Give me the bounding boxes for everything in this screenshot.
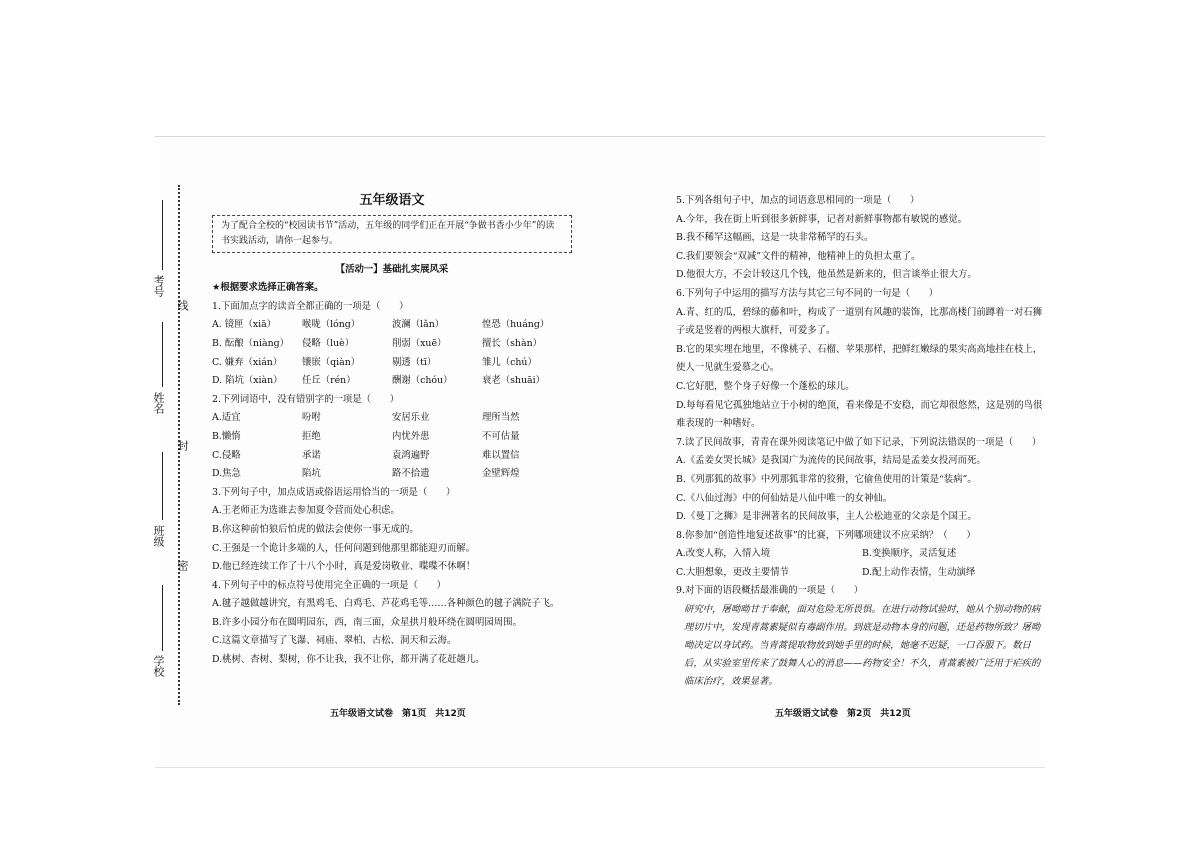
page-title: 五年级语文 — [359, 193, 425, 208]
intro-box: 为了配合全校的“校园读书节”活动，五年级的同学们正在开展“争做书香小少年”的读书实践活动，请你一起参与。 — [212, 215, 572, 253]
q9-passage: 研究中，屠呦呦甘于奉献，面对危险无所畏惧。在进行动物试验时，她从个别动物的病理切片中，发现青蒿素疑似有毒副作用。到底是动物本身的问题，还是药物所致？屠呦呦决定以身试药。当青蒿提取物放到她手里的时候，她毫不迟疑，一口吞服下。数日后，从实验室里传来了鼓舞人心的消息——药物安全！不久，青蒿素被广泛用于疟疾的临床治疗，效果显著。 — [684, 604, 1041, 688]
q2-cell: A.适宜 — [212, 412, 241, 424]
q5-option: A.今年，我在街上听到很多新鲜事，记者对新鲜事物都有敏锐的感觉。 — [676, 213, 968, 225]
question-1-stem: 1.下面加点字的读音全都正确的一项是（ ） — [212, 300, 409, 312]
binding-label-xuexiao: 学校 — [152, 655, 165, 677]
binding-mark-mi: 密 — [176, 560, 189, 571]
q1-cell: 侵略（luè） — [302, 337, 355, 349]
q4-option: D.桃树、杏树、梨树，你不让我，我不让你，都开满了花赶趟儿。 — [212, 654, 485, 666]
q1-cell: B. 酝酿（niàng） — [212, 337, 290, 349]
q2-cell: B.懒惰 — [212, 430, 241, 442]
q7-option: C.《八仙过海》中的何仙姑是八仙中唯一的女神仙。 — [676, 492, 893, 504]
q5-option: D.他很大方，不会计较这几个钱，他虽然是新来的，但言谈举止很大方。 — [676, 269, 977, 281]
q1-row — [212, 316, 572, 335]
page-1-footer: 五年级语文试卷 第1页 共12页 — [330, 709, 466, 719]
q8-cell: C.大胆想象，更改主要情节 — [676, 566, 789, 578]
question-8-stem: 8.你参加“创造性地复述故事”的比赛，下列哪项建议不应采纳？（ ） — [676, 529, 976, 541]
q2-cell: 路不拾遗 — [392, 468, 430, 480]
q3-option: C.王强是一个诡计多端的人，任何问题到他那里都能迎刃而解。 — [212, 542, 475, 554]
q1-cell: 酬谢（chóu） — [392, 375, 453, 387]
binding-label-kaohao: 考号 — [152, 275, 165, 297]
q3-option: A.王老师正为选谁去参加夏令营而处心积虑。 — [212, 505, 400, 517]
q8-cell: A.改变人称，入情入境 — [676, 548, 771, 560]
question-3-stem: 3.下列句子中，加点成语或俗语运用恰当的一项是（ ） — [212, 486, 456, 498]
q2-cell: 安居乐业 — [392, 412, 430, 424]
question-4-stem: 4.下列句子中的标点符号使用完全正确的一项是（ ） — [212, 579, 446, 591]
q7-option: A.《孟姜女哭长城》是我国广为流传的民间故事，结局是孟姜女投河而死。 — [676, 455, 986, 467]
q2-cell: D.焦急 — [212, 468, 241, 480]
banji-write-line — [162, 452, 163, 520]
q1-cell: 雏儿（chú） — [482, 356, 537, 368]
q2-cell: 袁鸿遍野 — [392, 449, 430, 461]
question-7-stem: 7.读了民间故事，青青在课外阅读笔记中做了如下记录，下列说法错误的一项是（ ） — [676, 436, 1042, 448]
question-2-stem: 2.下列词语中，没有错别字的一项是（ ） — [212, 393, 400, 405]
q2-cell: 不可估量 — [482, 430, 520, 442]
q3-option: D.他已经连续工作了十八个小时，真是爱岗敬业、喋喋不休啊！ — [212, 561, 476, 573]
q4-option: B.许多小园分布在圆明园东，西，南三面，众星拱月般环绕在圆明园周围。 — [212, 616, 522, 628]
binding-label-banji: 班级 — [152, 525, 165, 547]
q4-option: A.毽子越做越讲究，有黑鸡毛、白鸡毛、芦花鸡毛等……各种颜色的毽子满院子飞。 — [212, 598, 560, 610]
q8-cell: D.配上动作表情，生动演绎 — [862, 566, 976, 578]
kaohao-write-line — [162, 200, 163, 270]
page-1 — [212, 192, 572, 670]
q6-option: D.每每看见它孤独地站立于小树的绝顶，看来像是不安稳，而它却很悠然，这是别的鸟很难表现的一种嗜好。 — [676, 399, 1043, 430]
section-heading: 【活动一】基础扎实展风采 — [335, 263, 449, 275]
page-2 — [676, 192, 1048, 691]
q2-cell: 难以置信 — [482, 449, 520, 461]
binding-mark-feng: 封 — [176, 440, 189, 451]
q7-option: B.《列那狐的故事》中列那狐非常的狡猾，它偷鱼使用的计策是“装病”。 — [676, 473, 977, 485]
q6-option: A.青、红的瓜，碧绿的藤和叶，构成了一道别有风趣的装饰，比那高楼门前蹲着一对石狮子或是竖着的两根大旗杆，可爱多了。 — [676, 306, 1043, 337]
q4-option: C.这篇文章描写了飞瀑、祠庙、翠柏、古松、洞天和云海。 — [212, 635, 457, 647]
q2-cell: 吩咐 — [302, 412, 321, 424]
q2-cell: C.侵略 — [212, 449, 241, 461]
xuexiao-write-line — [162, 585, 163, 651]
q1-cell: 削弱（xuē） — [392, 337, 447, 349]
binding-label-xingming: 姓名 — [152, 392, 165, 414]
q8-row — [676, 545, 1048, 564]
q2-row — [212, 428, 572, 447]
question-5-stem: 5.下列各组句子中，加点的词语意思相同的一项是（ ） — [676, 195, 920, 206]
q1-cell: 衰老（shuāi） — [482, 375, 545, 387]
q1-cell: 喉咙（lóng） — [302, 319, 361, 331]
q6-option: C.它好肥，整个身子好像一个蓬松的球儿。 — [676, 380, 855, 392]
q1-cell: 波澜（lǎn） — [392, 319, 445, 331]
q1-row — [212, 354, 572, 373]
q6-option: B.它的果实埋在地里，不像桃子、石榴、苹果那样，把鲜红嫩绿的果实高高地挂在枝上，使人一见就生爱慕之心。 — [676, 343, 1043, 374]
q1-cell: 任丘（rén） — [302, 375, 356, 387]
q2-row — [212, 447, 572, 466]
xingming-write-line — [162, 322, 163, 387]
q1-cell: C. 嫌弃（xián） — [212, 356, 283, 368]
q2-row — [212, 409, 572, 428]
q2-cell: 内忧外患 — [392, 430, 430, 442]
instruction: ★根据要求选择正确答案。 — [212, 282, 324, 294]
q1-row — [212, 335, 572, 354]
page-2-footer: 五年级语文试卷 第2页 共12页 — [775, 709, 911, 719]
q3-option: B.你这种前怕狼后怕虎的做法会使你一事无成的。 — [212, 523, 419, 535]
q1-cell: A. 镜匣（xiā） — [212, 319, 277, 331]
q8-cell: B.变换顺序，灵活复述 — [862, 548, 957, 560]
q8-row — [676, 564, 1048, 583]
question-6-stem: 6.下列句子中运用的描写方法与其它三句不同的一句是（ ） — [676, 287, 939, 299]
q2-cell: 金壁辉煌 — [482, 468, 520, 480]
q2-cell: 理所当然 — [482, 412, 520, 424]
q2-cell: 拒绝 — [302, 430, 321, 442]
question-9-stem: 9.对下面的语段概括最准确的一项是（ ） — [676, 585, 864, 597]
q1-row — [212, 372, 572, 391]
q1-cell: 惶恐（huáng） — [482, 319, 550, 331]
q2-cell: 陷坑 — [302, 468, 321, 480]
q2-cell: 承诺 — [302, 449, 321, 461]
q1-cell: D. 陷坑（xiàn） — [212, 375, 283, 387]
q1-cell: 擅长（shàn） — [482, 337, 542, 349]
q2-row — [212, 465, 572, 484]
q1-cell: 剔透（tī） — [392, 356, 437, 368]
binding-mark-xian: 线 — [176, 300, 189, 311]
q5-option: C.我们要领会“双减”文件的精神，他精神上的负担太重了。 — [676, 250, 921, 262]
q1-cell: 镶嵌（qiàn） — [302, 356, 361, 368]
q5-option: B.我不稀罕这幅画，这是一块非常稀罕的石头。 — [676, 232, 874, 244]
q7-option: D.《曼丁之狮》是非洲著名的民间故事，主人公松迪亚的父亲是个国王。 — [676, 511, 977, 523]
